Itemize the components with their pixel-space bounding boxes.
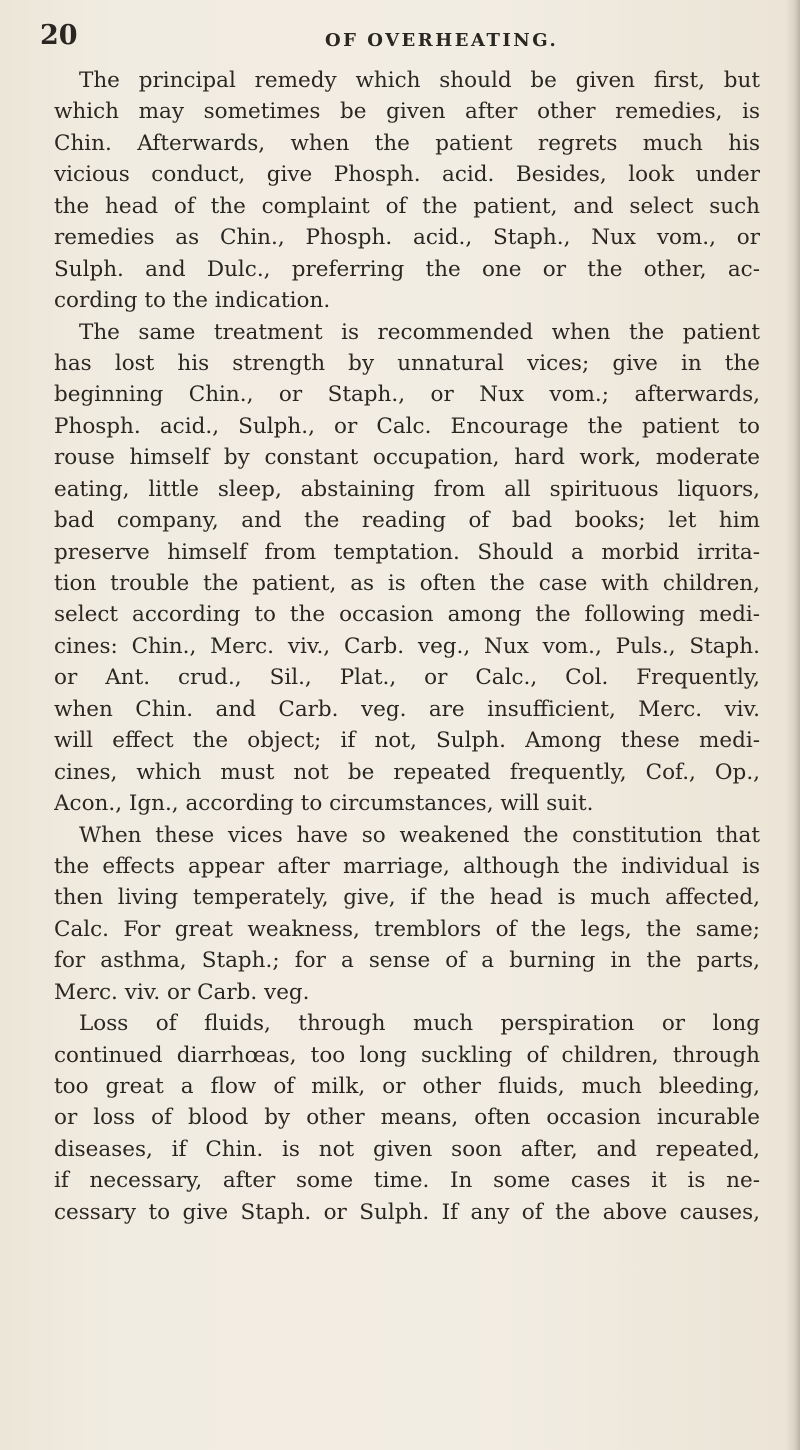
text-line: Sulph. and Dulc., preferring the one or the other, ac-: [54, 256, 760, 282]
text-line: which may sometimes be given after other remedies, is: [54, 99, 760, 125]
text-line: cording to the indication.: [54, 288, 331, 314]
text-line: remedies as Chin., Phosph. acid., Staph., Nux vom., or: [54, 225, 760, 251]
text-line: cines: Chin., Merc. viv., Carb. veg., Nux vom., Puls., Staph.: [54, 633, 760, 659]
text-line: the effects appear after marriage, although the individual is: [54, 853, 760, 879]
text-line: vicious conduct, give Phosph. acid. Besides, look under: [54, 162, 760, 188]
text-line: When these vices have so weakened the constitution that: [79, 822, 760, 848]
body-text: [54, 65, 760, 1228]
text-line: continued diarrhœas, too long suckling of children, through: [54, 1042, 760, 1068]
text-line: the head of the complaint of the patient, and select such: [54, 193, 760, 219]
text-line: Acon., Ign., according to circumstances, will suit.: [54, 791, 594, 817]
text-line: then living temperately, give, if the head is much affected,: [54, 885, 760, 911]
text-line: select according to the occasion among the following medi-: [54, 602, 760, 628]
text-line: Phosph. acid., Sulph., or Calc. Encourage the patient to: [54, 413, 760, 439]
text-line: will effect the object; if not, Sulph. Among these medi-: [54, 728, 760, 754]
running-head: OF OVERHEATING.: [325, 30, 559, 51]
text-line: has lost his strength by unnatural vices; give in the: [54, 350, 760, 376]
page-number: 20: [40, 20, 78, 51]
text-line: tion trouble the patient, as is often the case with children,: [54, 571, 760, 596]
text-line: when Chin. and Carb. veg. are insufficient, Merc. viv.: [54, 696, 760, 722]
text-line: or loss of blood by other means, often occasion incurable: [54, 1105, 760, 1131]
text-line: Merc. viv. or Carb. veg.: [54, 979, 310, 1005]
text-line: cessary to give Staph. or Sulph. If any of the above causes,: [54, 1199, 760, 1225]
text-line: Loss of fluids, through much perspiration or long: [79, 1011, 760, 1037]
text-line: rouse himself by constant occupation, hard work, moderate: [54, 445, 760, 471]
text-line: or Ant. crud., Sil., Plat., or Calc., Col. Frequently,: [54, 665, 760, 691]
text-line: cines, which must not be repeated frequently, Cof., Op.,: [54, 759, 760, 785]
text-line: diseases, if Chin. is not given soon after, and repeated,: [54, 1136, 760, 1162]
page-edge-shadow: [786, 0, 800, 1450]
text-line: preserve himself from temptation. Should a morbid irrita-: [54, 539, 760, 565]
page-header: [0, 20, 800, 60]
text-line: Calc. For great weakness, tremblors of the legs, the same;: [54, 916, 760, 942]
text-line: if necessary, after some time. In some cases it is ne-: [54, 1168, 760, 1194]
text-line: for asthma, Staph.; for a sense of a burning in the parts,: [54, 948, 760, 974]
text-line: Chin. Afterwards, when the patient regrets much his: [54, 130, 760, 156]
text-line: eating, little sleep, abstaining from all spirituous liquors,: [54, 476, 760, 502]
text-line: too great a flow of milk, or other fluids, much bleeding,: [54, 1074, 760, 1099]
text-line: beginning Chin., or Staph., or Nux vom.; afterwards,: [54, 382, 760, 408]
text-line: The same treatment is recommended when the patient: [79, 319, 760, 345]
text-line: The principal remedy which should be given first, but: [79, 68, 760, 93]
text-line: bad company, and the reading of bad books; let him: [54, 508, 760, 534]
